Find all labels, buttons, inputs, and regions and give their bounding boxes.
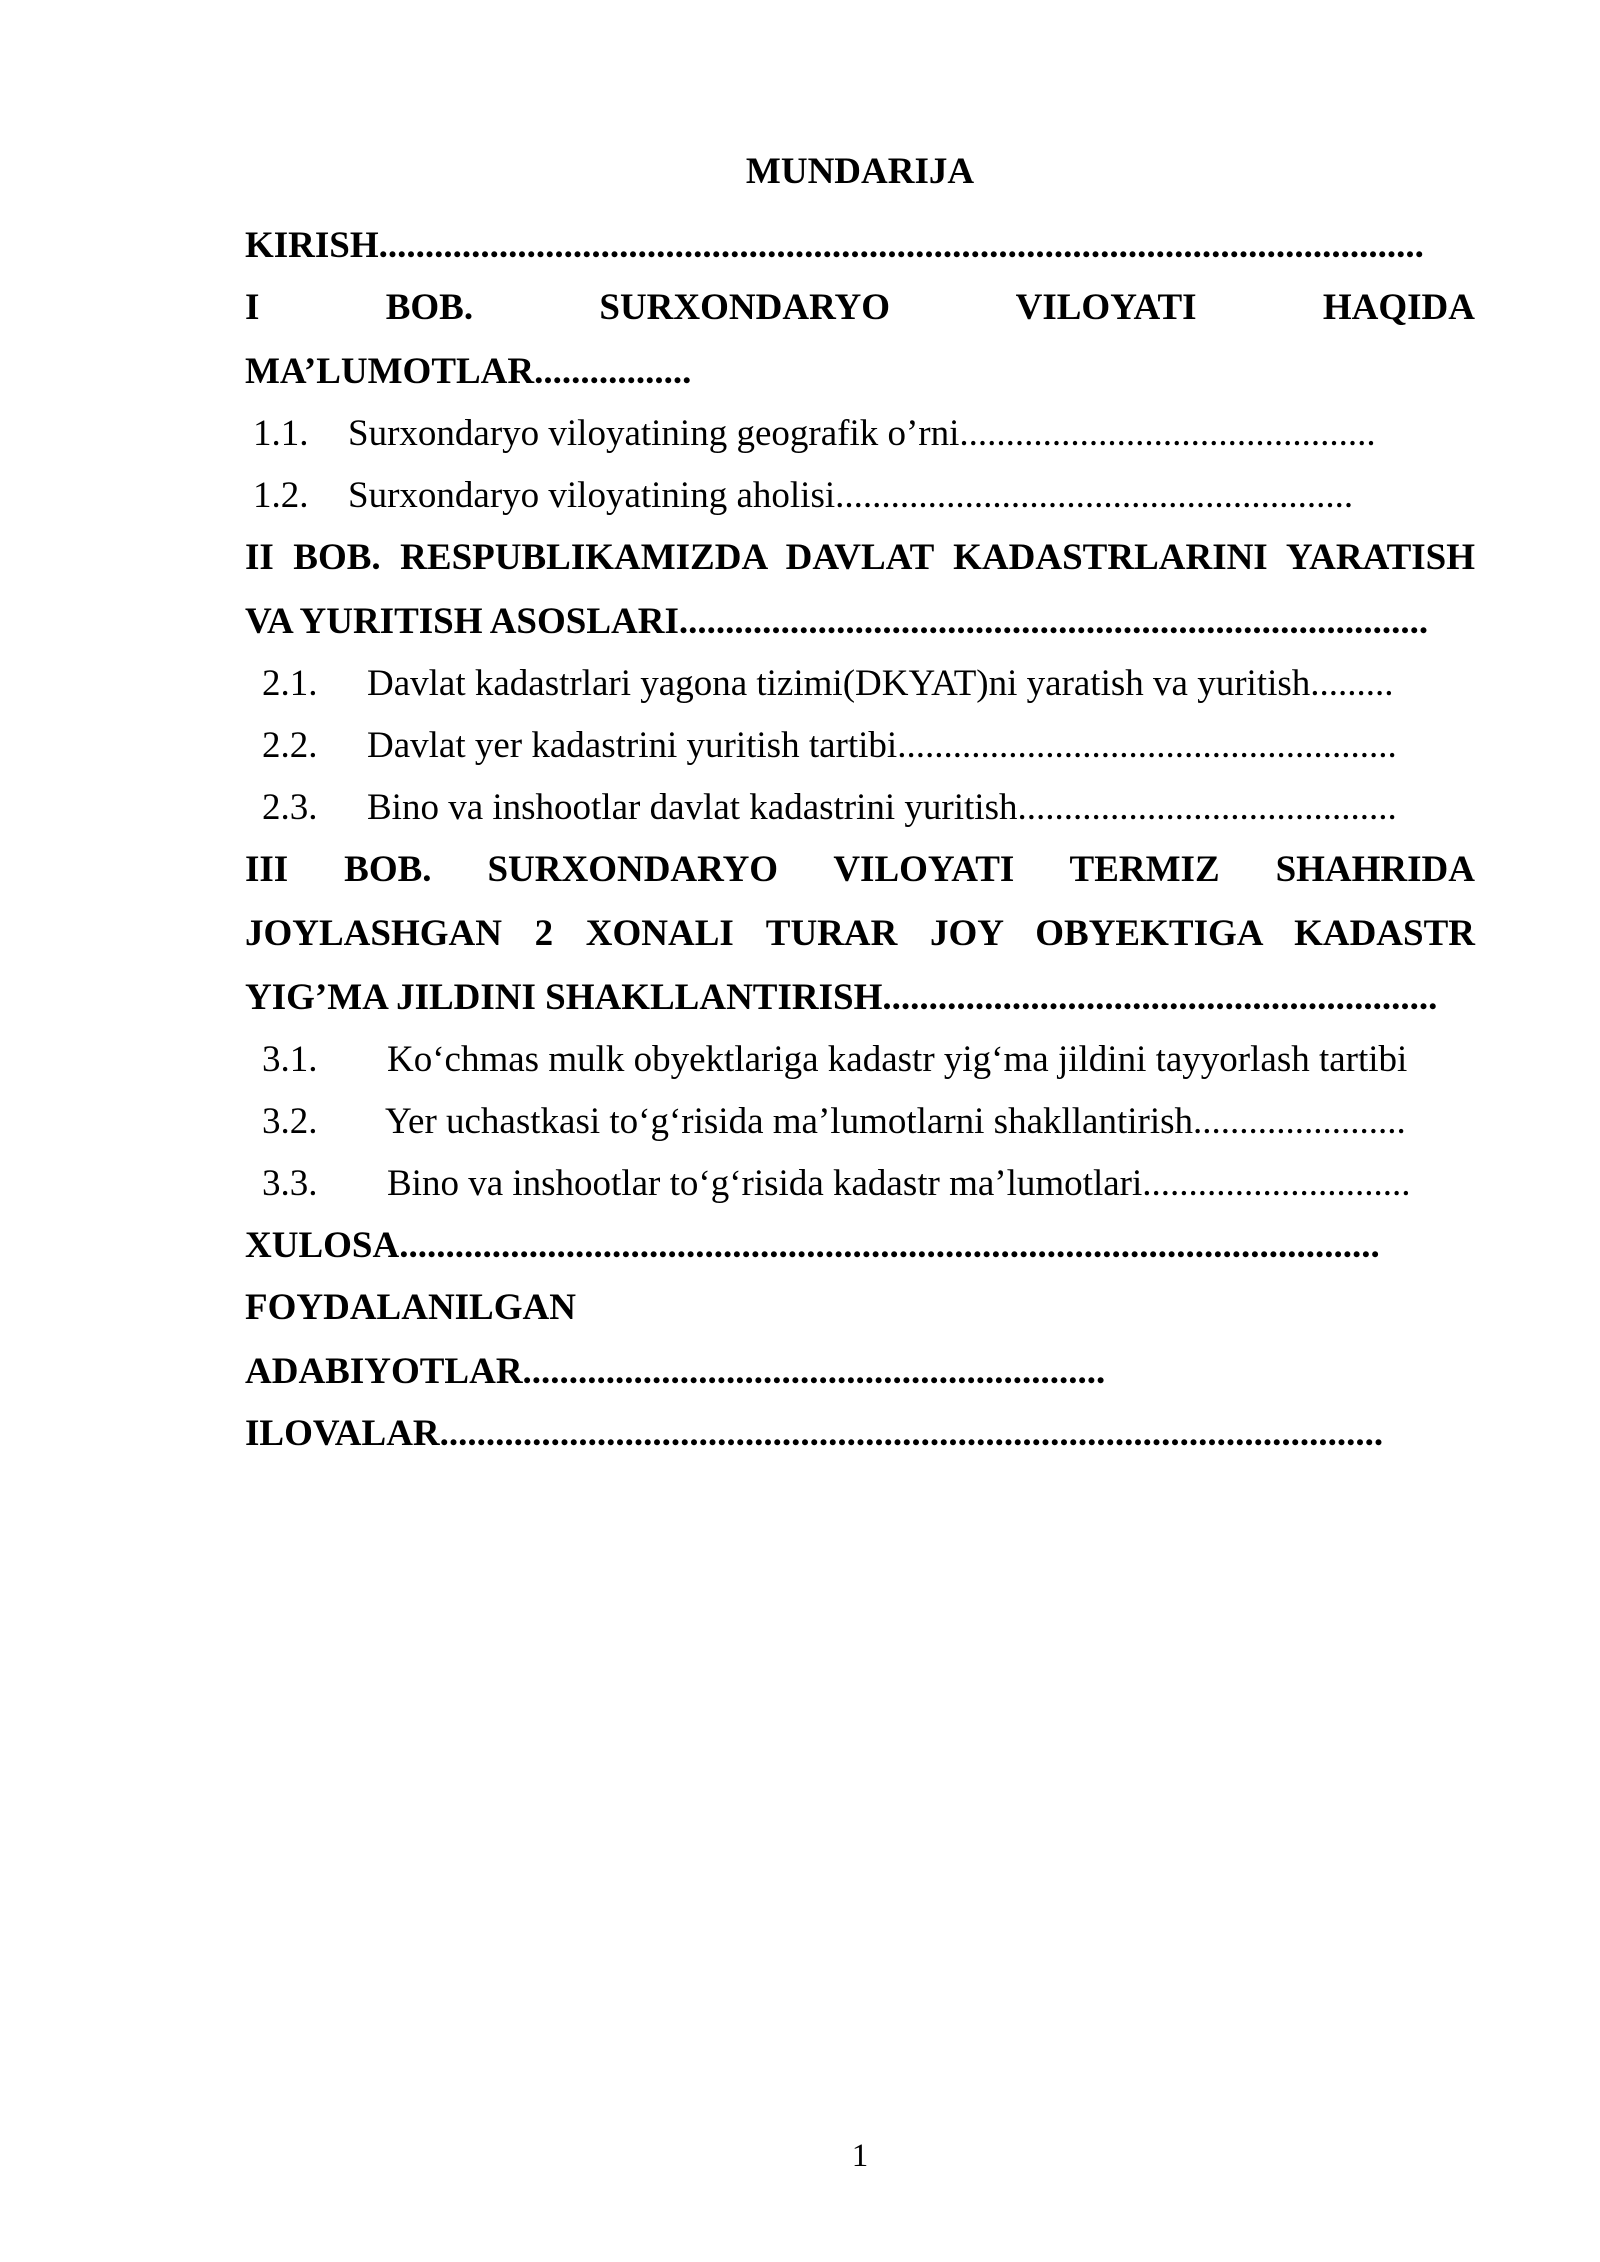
section-title: Surxondaryo viloyatining geografik o’rni............................................. <box>348 413 1376 454</box>
section-number: 1.1. <box>253 413 309 454</box>
section-title: Ko‘chmas mulk obyektlariga kadastr yig‘ma jildini tayyorlash tartibi <box>387 1039 1408 1080</box>
section-title: Bino va inshootlar davlat kadastrini yuritish......................................... <box>367 787 1397 828</box>
section-number: 3.3. <box>262 1163 318 1204</box>
section-title: Davlat kadastrlari yagona tizimi(DKYAT)ni yaratish va yuritish......... <box>367 663 1394 704</box>
toc-entry-bob3-line2: JOYLASHGAN 2 XONALI TURAR JOY OBYEKTIGA KADASTR <box>245 913 1475 954</box>
toc-heading: MUNDARIJA <box>745 151 975 192</box>
section-title: Bino va inshootlar to‘g‘risida kadastr ma’lumotlari............................. <box>387 1163 1411 1204</box>
toc-entry-2-1 <box>262 664 1492 705</box>
section-title: Surxondaryo viloyatining aholisi........................................................ <box>348 475 1354 516</box>
toc-entry-bob3-line3: YIG’MA JILDINI SHAKLLANTIRISH............................................................ <box>245 977 1438 1018</box>
toc-entry-ilovalar: ILOVALAR...................................................................................................... <box>245 1413 1384 1454</box>
section-number: 3.2. <box>262 1101 318 1142</box>
toc-entry-3-2 <box>262 1102 1492 1143</box>
toc-entry-bob3-line1: III BOB. SURXONDARYO VILOYATI TERMIZ SHAHRIDA <box>245 849 1475 890</box>
toc-entry-bob2-line2: VA YURITISH ASOSLARI................................................................................. <box>245 601 1429 642</box>
toc-entry-xulosa: XULOSA.......................................................................................................... <box>245 1225 1380 1266</box>
section-number: 2.2. <box>262 725 318 766</box>
toc-entry-foydalanilgan: FOYDALANILGAN <box>245 1287 576 1328</box>
toc-entry-bob1-line2: MA’LUMOTLAR................. <box>245 351 692 392</box>
toc-entry-3-1 <box>262 1040 1492 1081</box>
section-number: 1.2. <box>253 475 309 516</box>
toc-entry-1-1 <box>253 414 1483 455</box>
toc-entry-3-3 <box>262 1164 1492 1205</box>
toc-entry-bob1-line1: I BOB. SURXONDARYO VILOYATI HAQIDA <box>245 287 1475 328</box>
toc-entry-2-2 <box>262 726 1492 767</box>
toc-entry-2-3 <box>262 788 1492 829</box>
section-number: 2.3. <box>262 787 318 828</box>
section-title: Davlat yer kadastrini yuritish tartibi...................................................... <box>367 725 1397 766</box>
toc-entry-kirish: KIRISH................................................................................................................. <box>245 225 1424 266</box>
page-number: 1 <box>851 2138 869 2174</box>
toc-entry-adabiyotlar: ADABIYOTLAR............................................................... <box>245 1351 1106 1392</box>
toc-entry-1-2 <box>253 476 1483 517</box>
section-number: 2.1. <box>262 663 318 704</box>
section-number: 3.1. <box>262 1039 318 1080</box>
section-title: Yer uchastkasi to‘g‘risida ma’lumotlarni shakllantirish....................... <box>385 1101 1406 1142</box>
toc-entry-bob2-line1: II BOB. RESPUBLIKAMIZDA DAVLAT KADASTRLARINI YARATISH <box>245 537 1475 578</box>
